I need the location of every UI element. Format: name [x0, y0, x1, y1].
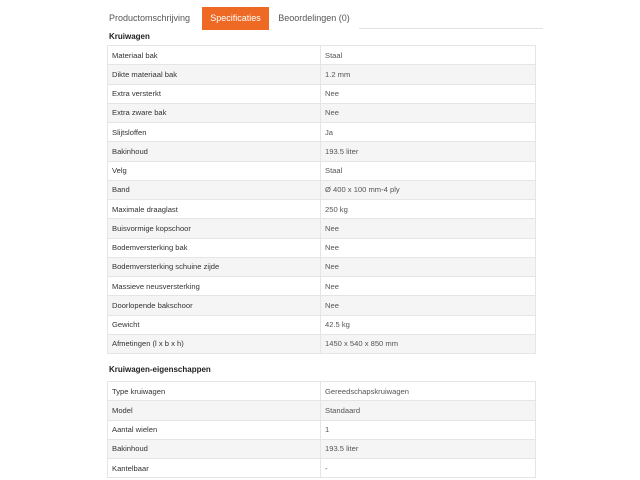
tab-beoordelingen[interactable]: Beoordelingen (0): [269, 7, 359, 30]
spec-value: Nee: [321, 84, 536, 103]
spec-table-kruiwagen: [107, 45, 536, 354]
specifications-panel: [107, 29, 536, 478]
spec-label: Afmetingen (l x b x h): [108, 334, 321, 353]
spec-value: Nee: [321, 238, 536, 257]
table-row: [108, 46, 536, 65]
spec-value: 193.5 liter: [321, 439, 536, 458]
table-row: [108, 315, 536, 334]
spec-value: 193.5 liter: [321, 142, 536, 161]
spec-label: Type kruiwagen: [108, 382, 321, 401]
spec-value: Nee: [321, 103, 536, 122]
table-row: [108, 180, 536, 199]
table-row: [108, 382, 536, 401]
table-row: [108, 401, 536, 420]
spec-value: 250 kg: [321, 200, 536, 219]
spec-value: 1: [321, 420, 536, 439]
spec-value: 42.5 kg: [321, 315, 536, 334]
table-row: [108, 277, 536, 296]
group-title-kruiwagen: Kruiwagen: [109, 32, 150, 41]
table-row: [108, 219, 536, 238]
table-row: [108, 420, 536, 439]
spec-value: Nee: [321, 257, 536, 276]
spec-label: Maximale draaglast: [108, 200, 321, 219]
spec-label: Extra versterkt: [108, 84, 321, 103]
spec-value: Ja: [321, 123, 536, 142]
spec-value: Gereedschapskruiwagen: [321, 382, 536, 401]
spec-label: Bodemversterking bak: [108, 238, 321, 257]
table-row: [108, 334, 536, 353]
spec-value: 1.2 mm: [321, 65, 536, 84]
spec-value: Nee: [321, 296, 536, 315]
spec-label: Bakinhoud: [108, 439, 321, 458]
tab-specificaties[interactable]: Specificaties: [202, 7, 269, 30]
table-row: [108, 238, 536, 257]
spec-label: Massieve neusversterking: [108, 277, 321, 296]
spec-value: Nee: [321, 219, 536, 238]
spec-value: Standaard: [321, 401, 536, 420]
spec-label: Doorlopende bakschoor: [108, 296, 321, 315]
table-row: [108, 84, 536, 103]
spec-value: -: [321, 459, 536, 478]
spec-table-kruiwagen-eigenschappen: [107, 381, 536, 478]
table-row: [108, 459, 536, 478]
spec-label: Dikte materiaal bak: [108, 65, 321, 84]
tab-bar: [97, 7, 543, 29]
group-title-kruiwagen-eigenschappen: Kruiwagen-eigenschappen: [109, 365, 211, 374]
table-row: [108, 296, 536, 315]
spec-value: Staal: [321, 46, 536, 65]
spec-label: Aantal wielen: [108, 420, 321, 439]
spec-label: Bodemversterking schuine zijde: [108, 257, 321, 276]
table-row: [108, 257, 536, 276]
spec-label: Materiaal bak: [108, 46, 321, 65]
spec-value: Staal: [321, 161, 536, 180]
spec-label: Velg: [108, 161, 321, 180]
table-row: [108, 123, 536, 142]
spec-label: Slijtsloffen: [108, 123, 321, 142]
spec-label: Gewicht: [108, 315, 321, 334]
spec-label: Model: [108, 401, 321, 420]
spec-value: Ø 400 x 100 mm-4 ply: [321, 180, 536, 199]
spec-label: Extra zware bak: [108, 103, 321, 122]
table-row: [108, 200, 536, 219]
spec-label: Buisvormige kopschoor: [108, 219, 321, 238]
tab-productomschrijving[interactable]: Productomschrijving: [97, 7, 202, 30]
table-row: [108, 142, 536, 161]
table-row: [108, 439, 536, 458]
spec-value: Nee: [321, 277, 536, 296]
spec-label: Kantelbaar: [108, 459, 321, 478]
spec-label: Bakinhoud: [108, 142, 321, 161]
table-row: [108, 65, 536, 84]
spec-label: Band: [108, 180, 321, 199]
table-row: [108, 161, 536, 180]
table-row: [108, 103, 536, 122]
spec-value: 1450 x 540 x 850 mm: [321, 334, 536, 353]
